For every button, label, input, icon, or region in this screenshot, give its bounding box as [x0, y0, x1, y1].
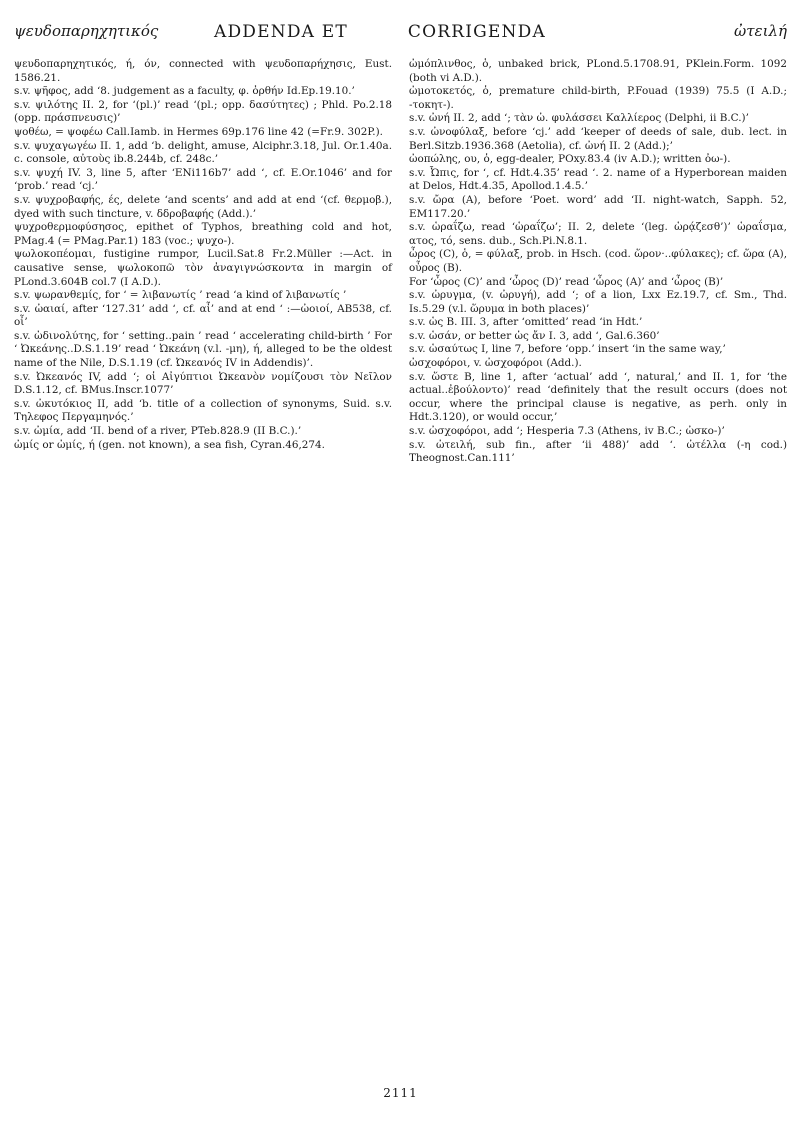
entry: s.v. ὠτειλή, sub fin., after ‘ii 488)’ add ‘. ὠτέλλα (-η cod.) Theognost.Can.111’ — [409, 438, 787, 465]
entry: ψωλοκοπέομαι, fustigine rumpor, Lucil.Sat.8 Fr.2.Müller :—Act. in causative sense, ψωλοκοπῶ τὸν ἀναγιγνώσκοντα in margin of PLond.3.604B col.7 (I A.D.). — [14, 248, 392, 288]
entry: s.v. ὠνοφύλαξ, before ‘cj.’ add ‘keeper of deeds of sale, dub. lect. in Berl.Sitzb.1936.368 (Aetolia), cf. ὠνή II. 2 (Add.);’ — [409, 125, 787, 152]
page-number: 2111 — [383, 1086, 418, 1100]
entry: s.v. ψυχαγωγέω II. 1, add ‘b. delight, amuse, Alciphr.3.18, Jul. Or.1.40a. c. console, αὐτοὺς ib.8.244b, cf. 248c.’ — [14, 139, 392, 166]
entry: s.v. ὤρα (A), before ‘Poet. word’ add ‘II. night-watch, Sapph. 52, EM117.20.’ — [409, 193, 787, 220]
entry: s.v. Ὦπις, for ‘, cf. Hdt.4.35’ read ‘. 2. name of a Hyperborean maiden at Delos, Hdt.4.35, Apollod.1.4.5.’ — [409, 166, 787, 193]
left-column — [14, 58, 392, 452]
entry: s.v. ὠσχοφόροι, add ‘; Hesperia 7.3 (Athens, iv B.C.; ὠσκο-)’ — [409, 425, 725, 438]
running-header — [14, 22, 787, 44]
entry: s.v. ψυχροβαφής, ές, delete ‘and scents’ and add at end ‘(cf. θερμοβ.), dyed with such tincture, v. δδροβαφής (Add.).’ — [14, 193, 392, 220]
right-column — [409, 58, 787, 466]
entry: s.v. ὠκυτόκιος II, add ‘b. title of a collection of synonyms, Suid. s.v. Τηλεφος Περγαμηνός.’ — [14, 397, 392, 424]
entry: s.v. ὡραΐζω, read ‘ὡραΐζω’; II. 2, delete ‘(leg. ὡρᾴζεσθ’)’ ὡραΐσμα, ατος, τό, sens. dub., Sch.Pi.N.8.1. — [409, 221, 787, 247]
entry: ὠσχοφόροι, v. ὠσχοφόροι (Add.). — [409, 357, 582, 370]
entry: ψευδοπαρηχητικός, ή, όν, connected with ψευδοπαρήχησις, Eust. 1586.21. — [14, 58, 392, 84]
entry: s.v. ὡς B. III. 3, after ‘omitted’ read ‘in Hdt.’ — [409, 316, 643, 329]
entry: ὠμόπλινθος, ὁ, unbaked brick, PLond.5.1708.91, PKlein.Form. 1092 (both vi A.D.). — [409, 58, 787, 84]
entry: s.v. ψωρανθεμίς, for ‘ = λιβανωτίς ’ read ‘a kind of λιβανωτίς ’ — [14, 289, 347, 302]
entry: s.v. ὥστε B, line 1, after ‘actual’ add ‘, natural,’ and II. 1, for ‘the actual..ἐβούλοντο)’ read ‘definitely that the result occurs (does not occur, where the principal clause is negative, as perh. only in Hdt.3.120), or would occur,’ — [409, 370, 787, 424]
entry: s.v. ὠδινολύτης, for ‘ setting..pain ’ read ‘ accelerating child-birth ’ For ‘ Ὠκεάνης..D.S.1.19’ read ‘ Ὠκεάνη (v.l. -μη), ή, alleged to be the oldest name of the Nile, D.S.1.19 (cf. Ὠκεανός IV in Addendis)’. — [14, 329, 392, 370]
entry: ὠοπώλης, ου, ὁ, egg-dealer, POxy.83.4 (iv A.D.); written ὀω-). — [409, 153, 731, 166]
entry: s.v. ψυχή IV. 3, line 5, after ‘ENi116b7’ add ‘, cf. E.Or.1046’ and for ‘prob.’ read ‘cj.’ — [14, 166, 392, 193]
entry: s.v. ψιλότης II. 2, for ‘(pl.)’ read ‘(pl.; opp. δασύτητες) ; Phld. Po.2.18 (opp. πράσπνευσις)’ — [14, 98, 392, 125]
entry: s.v. ψῆφος, add ‘8. judgement as a faculty, φ. ὀρθήν Id.Ep.19.10.’ — [14, 85, 355, 98]
header-first-headword: ψευδοπαρηχητικός — [14, 22, 159, 40]
header-title-left: ADDENDA ET — [214, 22, 348, 42]
entry: ὠμοτοκετός, ὁ, premature child-birth, P.Fouad (1939) 75.5 (I A.D.; -τοκητ-). — [409, 85, 787, 111]
entry: For ‘ὦρος (C)’ and ‘ὦρος (D)’ read ‘ὦρος (A)’ and ‘ὦρος (B)’ — [409, 275, 724, 288]
entry: s.v. ὠρυγμα, (v. ὠρυγή), add ‘; of a lion, Lxx Ez.19.7, cf. Sm., Thd. Is.5.29 (v.l. ὥρυμα in both places)’ — [409, 289, 787, 315]
header-section-title — [214, 22, 546, 42]
entry: s.v. ὡσάν, or better ὡς ἄν I. 3, add ‘, Gal.6.360’ — [409, 329, 660, 342]
entry: ψοθέω, = ψοφέω Call.Iamb. in Hermes 69p.176 line 42 (=Fr.9. 302P.). — [14, 125, 383, 138]
entry: s.v. ὠαιαί, after ‘127.31’ add ‘, cf. αἶ’ and at end ‘ :—ὠοιοί, AB538, cf. οἶ’ — [14, 302, 392, 329]
entry: s.v. ὠνή II. 2, add ‘; τὰν ὠ. φυλάσσει Καλλίερος (Delphi, ii B.C.)’ — [409, 112, 749, 125]
entry: ψυχροθερμοφύσησος, epithet of Typhos, breathing cold and hot, PMag.4 (= PMag.Par.1) 183 (voc.; ψυχο-). — [14, 221, 392, 247]
entry: s.v. ὡσαύτως I, line 7, before ‘opp.’ insert ‘in the same way,’ — [409, 343, 726, 356]
header-title-right: CORRIGENDA — [407, 22, 546, 42]
entry: s.v. Ὠκεανός IV, add ‘; οἱ Αἰγύπτιοι Ὠκεανὸν νομίζουσι τὸν Νεῖλον D.S.1.12, cf. BMus.Inscr.1077’ — [14, 370, 392, 397]
entry: ὠμίς or ὠμίς, ή (gen. not known), a sea fish, Cyran.46,274. — [14, 438, 325, 451]
entry: ὦρος (C), ὁ, = φύλαξ, prob. in Hsch. (cod. ὥρον·..φύλακες); cf. ὥρα (A), οὖρος (B). — [409, 248, 787, 274]
header-last-headword: ὠτειλή — [734, 22, 787, 40]
entry: s.v. ὠμία, add ‘II. bend of a river, PTeb.828.9 (II B.C.).’ — [14, 425, 302, 438]
